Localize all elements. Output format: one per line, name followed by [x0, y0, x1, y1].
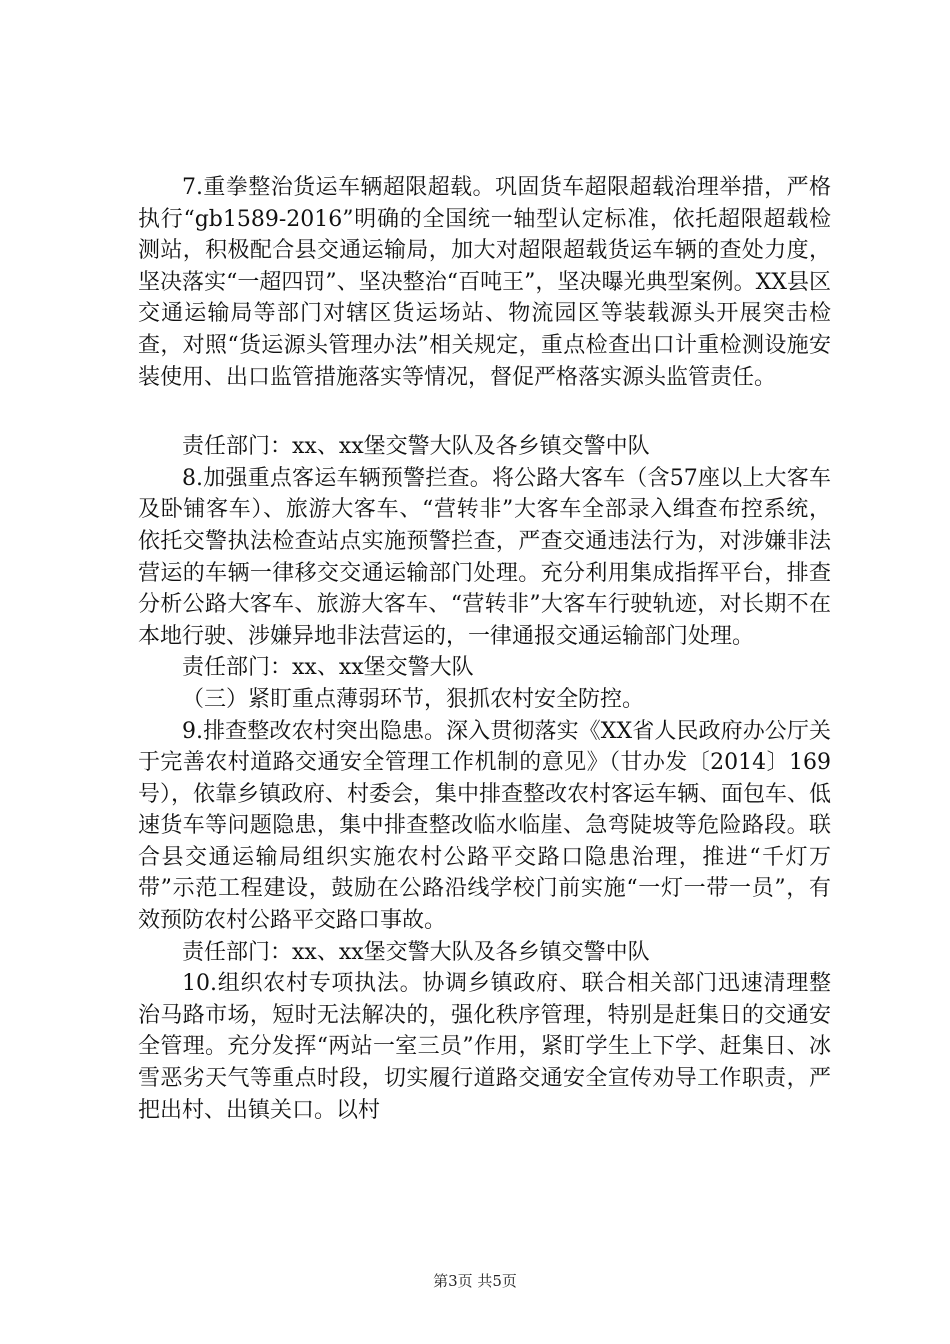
paragraph-item-7: 7.重拳整治货运车辆超限超载。巩固货车超限超载治理举措，严格执行“gb1589-2016”明确的全国统一轴型认定标准，依托超限超载检测站，积极配合县交通运输局，加大对超限超载货运车辆的查处力度，坚决落实“一超四罚”、坚决整治“百吨王”，坚决曝光典型案例。XX县区交通运输局等部门对辖区货运场站、物流园区等装载源头开展突击检查，对照“货运源头管理办法”相关规定，重点检查出口计重检测设施安装使用、出口监管措施落实等情况，督促严格落实源头监管责任。	[138, 175, 831, 390]
paragraph-item-9: 9.排查整改农村突出隐患。深入贯彻落实《XX省人民政府办公厅关于完善农村道路交通安全管理工作机制的意见》（甘办发〔2014〕169号），依靠乡镇政府、村委会，集中排查整改农村客运车辆、面包车、低速货车等问题隐患，集中排查整改临水临崖、急弯陡坡等危险路段。联合县交通运输局组织实施农村公路平交路口隐患治理，推进“千灯万带”示范工程建设，鼓励在公路沿线学校门前实施“一灯一带一员”，有效预防农村公路平交路口事故。	[138, 718, 832, 934]
paragraph-item-10: 10.组织农村专项执法。协调乡镇政府、联合相关部门迅速清理整治马路市场，短时无法解决的，强化秩序管理，特别是赶集日的交通安全管理。充分发挥“两站一室三员”作用，紧盯学生上下学、赶集日、冰雪恶劣天气等重点时段，切实履行道路交通安全宣传劝导工作职责，严把出村、出镇关口。以村	[138, 971, 831, 1123]
responsibility-line-8: 责任部门：xx、xx堡交警大队	[182, 655, 474, 681]
page-number-footer: 第3页 共5页	[433, 1272, 517, 1290]
paragraph-item-8: 8.加强重点客运车辆预警拦查。将公路大客车（含57座以上大客车及卧铺客车）、旅游大客车、“营转非”大客车全部录入缉查布控系统，依托交警执法检查站点实施预警拦查，严查交通违法行为，对涉嫌非法营运的车辆一律移交交通运输部门处理。充分利用集成指挥平台，排查分析公路大客车、旅游大客车、“营转非”大客车行驶轨迹，对长期不在本地行驶、涉嫌异地非法营运的，一律通报交通运输部门处理。	[138, 465, 831, 649]
responsibility-line-9: 责任部门：xx、xx堡交警大队及各乡镇交警中队	[182, 939, 650, 965]
document-body	[138, 172, 831, 1126]
section-heading-3: （三）紧盯重点薄弱环节，狠抓农村安全防控。	[182, 686, 645, 712]
responsibility-line-7: 责任部门：xx、xx堡交警大队及各乡镇交警中队	[182, 434, 650, 460]
